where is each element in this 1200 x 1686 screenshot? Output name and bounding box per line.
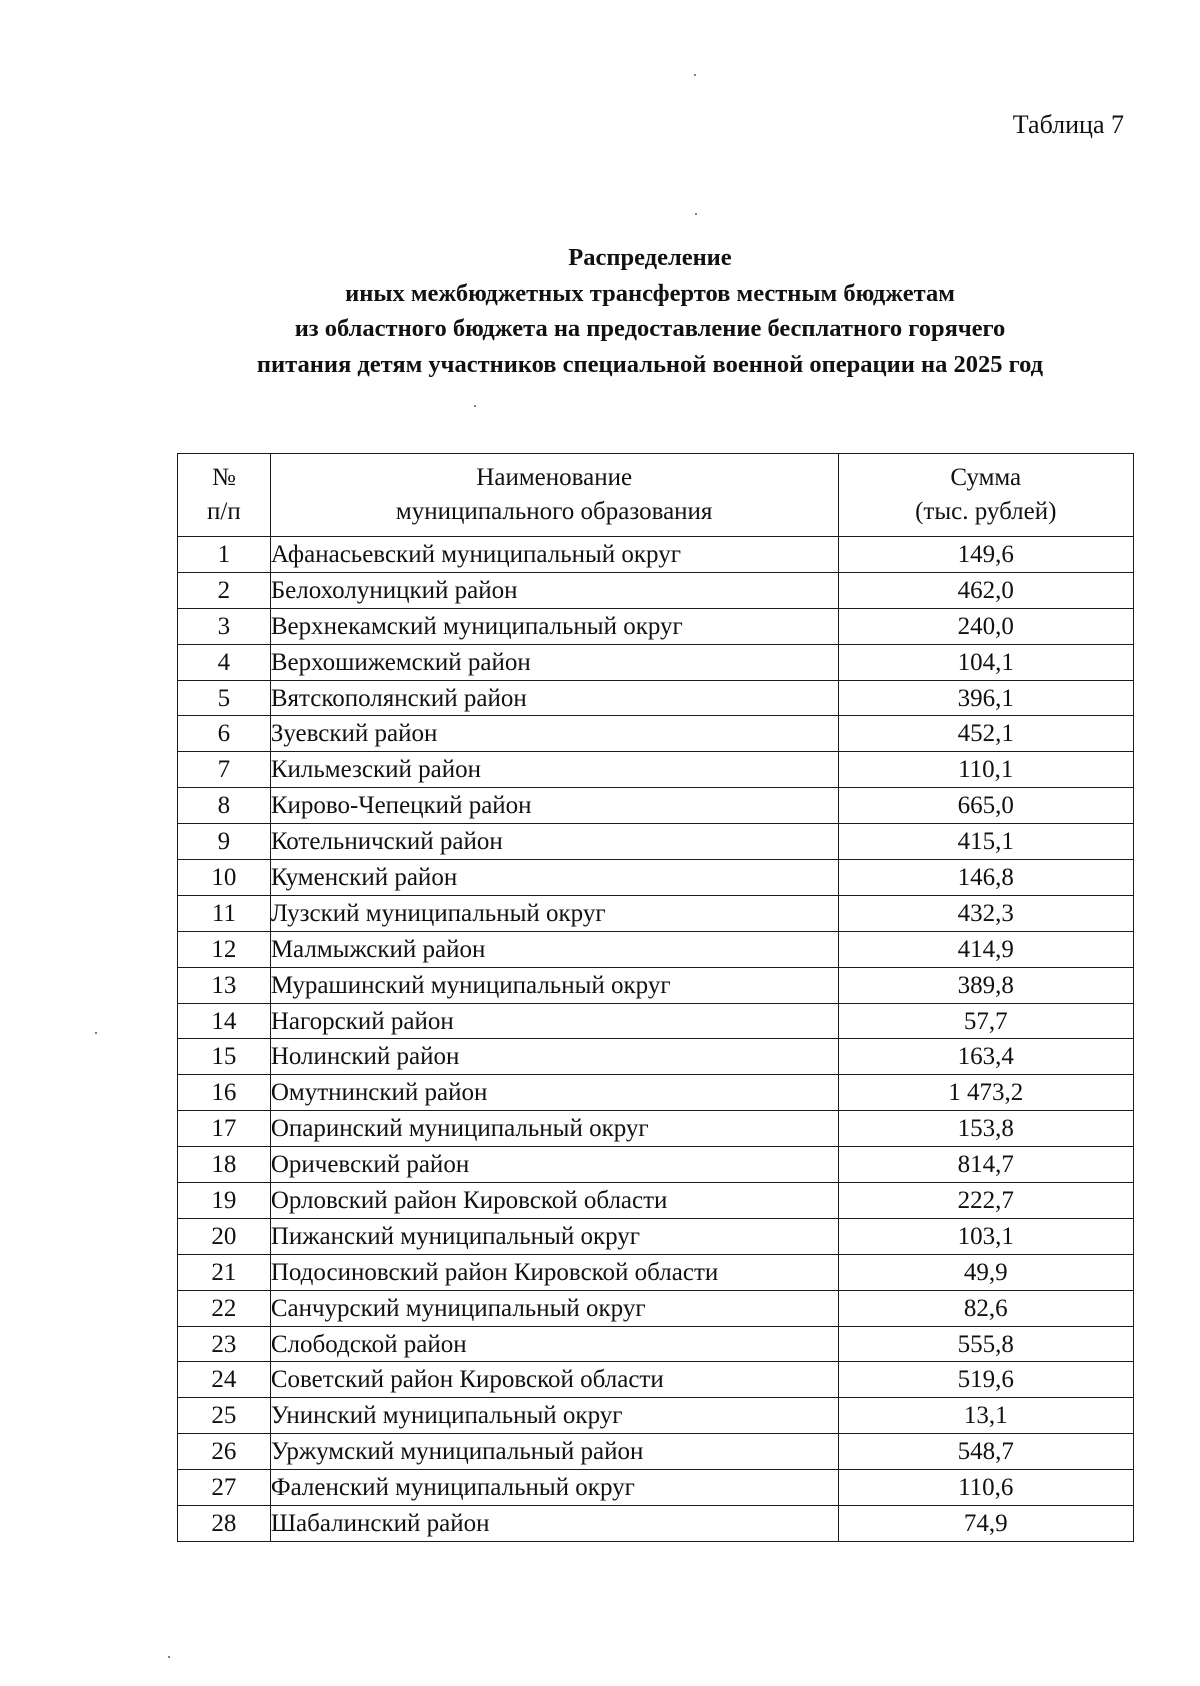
- municipality-name-cell: Зуевский район: [270, 716, 838, 752]
- municipality-name-cell: Лузский муниципальный округ: [270, 895, 838, 931]
- amount-cell: 1 473,2: [838, 1075, 1133, 1111]
- title-line: из областного бюджета на предоставление бесплатного горячего: [294, 315, 1006, 342]
- header-number-line: №: [211, 464, 236, 491]
- amount-cell: 74,9: [838, 1506, 1133, 1542]
- amount-cell: 149,6: [838, 537, 1133, 573]
- table-row: [178, 1039, 1134, 1075]
- municipality-name-cell: Нолинский район: [270, 1039, 838, 1075]
- table-row: [178, 1434, 1134, 1470]
- allocation-table: [177, 453, 1134, 1542]
- table-row: [178, 752, 1134, 788]
- table-row: [178, 1183, 1134, 1219]
- row-number-cell: 4: [178, 644, 271, 680]
- municipality-name-cell: Котельничский район: [270, 824, 838, 860]
- municipality-name-cell: Орловский район Кировской области: [270, 1183, 838, 1219]
- municipality-name-cell: Нагорский район: [270, 1003, 838, 1039]
- table-row: [178, 572, 1134, 608]
- row-number-cell: 22: [178, 1290, 271, 1326]
- municipality-name-cell: Уржумский муниципальный район: [270, 1434, 838, 1470]
- row-number-cell: 7: [178, 752, 271, 788]
- amount-cell: 222,7: [838, 1183, 1133, 1219]
- header-amount-line: Сумма: [950, 464, 1022, 491]
- table-row: [178, 1147, 1134, 1183]
- title-line: иных межбюджетных трансфертов местным бюджетам: [345, 279, 955, 307]
- row-number-cell: 19: [178, 1183, 271, 1219]
- table-number-label: Таблица 7: [1012, 110, 1124, 139]
- row-number-cell: 8: [178, 788, 271, 824]
- amount-cell: 110,1: [838, 752, 1133, 788]
- row-number-cell: 11: [178, 895, 271, 931]
- row-number-cell: 28: [178, 1506, 271, 1542]
- amount-cell: 452,1: [838, 716, 1133, 752]
- amount-cell: 103,1: [838, 1218, 1133, 1254]
- amount-cell: 82,6: [838, 1290, 1133, 1326]
- table-row: [178, 1506, 1134, 1542]
- row-number-cell: 20: [178, 1218, 271, 1254]
- header-municipality: [270, 454, 838, 537]
- municipality-name-cell: Куменский район: [270, 860, 838, 896]
- municipality-name-cell: Фаленский муниципальный округ: [270, 1470, 838, 1506]
- row-number-cell: 18: [178, 1147, 271, 1183]
- municipality-name-cell: Вятскополянский район: [270, 680, 838, 716]
- municipality-name-cell: Подосиновский район Кировской области: [270, 1254, 838, 1290]
- row-number-cell: 21: [178, 1254, 271, 1290]
- row-number-cell: 3: [178, 608, 271, 644]
- row-number-cell: 5: [178, 680, 271, 716]
- municipality-name-cell: Мурашинский муниципальный округ: [270, 967, 838, 1003]
- municipality-name-cell: Оричевский район: [270, 1147, 838, 1183]
- municipality-name-cell: Шабалинский район: [270, 1506, 838, 1542]
- amount-cell: 432,3: [838, 895, 1133, 931]
- row-number-cell: 27: [178, 1470, 271, 1506]
- table-row: [178, 716, 1134, 752]
- amount-cell: 389,8: [838, 967, 1133, 1003]
- table-row: [178, 788, 1134, 824]
- table-row: [178, 608, 1134, 644]
- row-number-cell: 2: [178, 572, 271, 608]
- amount-cell: 57,7: [838, 1003, 1133, 1039]
- municipality-name-cell: Советский район Кировской области: [270, 1362, 838, 1398]
- amount-cell: 110,6: [838, 1470, 1133, 1506]
- amount-cell: 163,4: [838, 1039, 1133, 1075]
- amount-cell: 414,9: [838, 931, 1133, 967]
- table-row: [178, 931, 1134, 967]
- municipality-name-cell: Унинский муниципальный округ: [270, 1398, 838, 1434]
- scan-speck: [474, 405, 476, 407]
- table-row: [178, 860, 1134, 896]
- municipality-name-cell: Кильмезский район: [270, 752, 838, 788]
- municipality-name-cell: Верхошижемский район: [270, 644, 838, 680]
- table-row: [178, 1326, 1134, 1362]
- scan-speck: [95, 1032, 97, 1034]
- document-title: [120, 240, 1180, 382]
- municipality-name-cell: Верхнекамский муниципальный округ: [270, 608, 838, 644]
- amount-cell: 396,1: [838, 680, 1133, 716]
- header-number-line: п/п: [207, 498, 241, 525]
- row-number-cell: 10: [178, 860, 271, 896]
- amount-cell: 415,1: [838, 824, 1133, 860]
- table-row: [178, 680, 1134, 716]
- row-number-cell: 26: [178, 1434, 271, 1470]
- table-row: [178, 1075, 1134, 1111]
- scan-speck: [168, 1656, 170, 1658]
- title-line: Распределение: [568, 244, 732, 271]
- amount-cell: 462,0: [838, 572, 1133, 608]
- amount-cell: 104,1: [838, 644, 1133, 680]
- table-body: [178, 537, 1134, 1542]
- municipality-name-cell: Санчурский муниципальный округ: [270, 1290, 838, 1326]
- table-row: [178, 1362, 1134, 1398]
- amount-cell: 814,7: [838, 1147, 1133, 1183]
- municipality-name-cell: Кирово-Чепецкий район: [270, 788, 838, 824]
- row-number-cell: 1: [178, 537, 271, 573]
- table-row: [178, 644, 1134, 680]
- header-amount: [838, 454, 1133, 537]
- row-number-cell: 9: [178, 824, 271, 860]
- amount-cell: 519,6: [838, 1362, 1133, 1398]
- row-number-cell: 14: [178, 1003, 271, 1039]
- table-row: [178, 537, 1134, 573]
- table-row: [178, 1470, 1134, 1506]
- municipality-name-cell: Пижанский муниципальный округ: [270, 1218, 838, 1254]
- row-number-cell: 13: [178, 967, 271, 1003]
- header-amount-line: (тыс. рублей): [915, 498, 1057, 525]
- row-number-cell: 15: [178, 1039, 271, 1075]
- table-row: [178, 967, 1134, 1003]
- municipality-name-cell: Афанасьевский муниципальный округ: [270, 537, 838, 573]
- header-number: [178, 454, 271, 537]
- table-row: [178, 1111, 1134, 1147]
- table-row: [178, 1003, 1134, 1039]
- municipality-name-cell: Белохолуницкий район: [270, 572, 838, 608]
- table-row: [178, 824, 1134, 860]
- row-number-cell: 24: [178, 1362, 271, 1398]
- row-number-cell: 6: [178, 716, 271, 752]
- table-row: [178, 1254, 1134, 1290]
- municipality-name-cell: Омутнинский район: [270, 1075, 838, 1111]
- amount-cell: 153,8: [838, 1111, 1133, 1147]
- header-row: [178, 454, 1134, 537]
- scan-speck: [695, 213, 697, 215]
- municipality-name-cell: Малмыжский район: [270, 931, 838, 967]
- row-number-cell: 12: [178, 931, 271, 967]
- header-municipality-line: муниципального образования: [395, 498, 713, 525]
- table-row: [178, 1290, 1134, 1326]
- table-row: [178, 1218, 1134, 1254]
- municipality-name-cell: Слободской район: [270, 1326, 838, 1362]
- row-number-cell: 17: [178, 1111, 271, 1147]
- row-number-cell: 16: [178, 1075, 271, 1111]
- amount-cell: 548,7: [838, 1434, 1133, 1470]
- amount-cell: 665,0: [838, 788, 1133, 824]
- title-line: питания детям участников специальной военной операции на 2025 год: [256, 350, 1044, 378]
- table-row: [178, 895, 1134, 931]
- amount-cell: 13,1: [838, 1398, 1133, 1434]
- amount-cell: 146,8: [838, 860, 1133, 896]
- municipality-name-cell: Опаринский муниципальный округ: [270, 1111, 838, 1147]
- row-number-cell: 25: [178, 1398, 271, 1434]
- amount-cell: 555,8: [838, 1326, 1133, 1362]
- amount-cell: 49,9: [838, 1254, 1133, 1290]
- row-number-cell: 23: [178, 1326, 271, 1362]
- scan-speck: [694, 74, 696, 76]
- table-header: [178, 454, 1134, 537]
- table-row: [178, 1398, 1134, 1434]
- amount-cell: 240,0: [838, 608, 1133, 644]
- header-municipality-line: Наименование: [476, 464, 633, 491]
